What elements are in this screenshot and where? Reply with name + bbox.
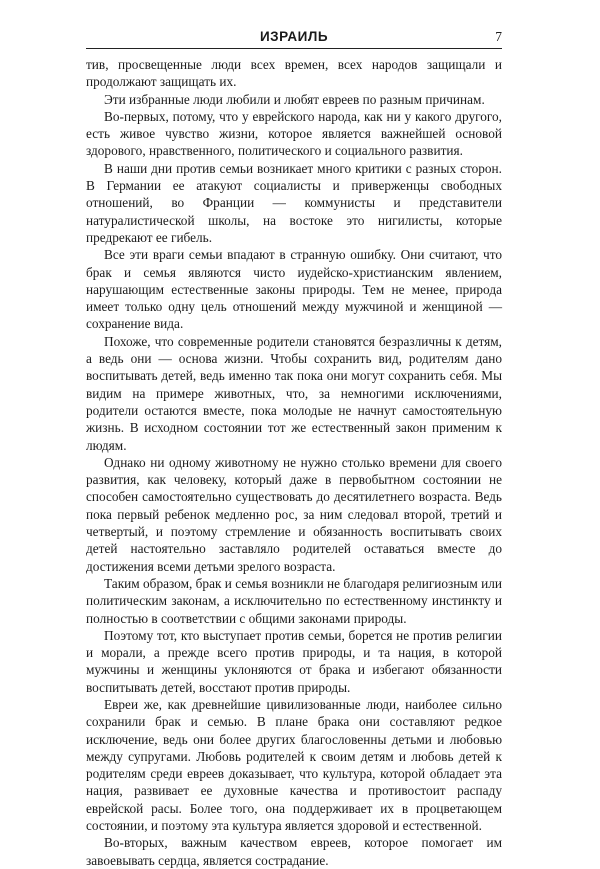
- paragraph: Во-вторых, важным качеством евреев, которое помогает им завоевывать сердца, является сострадание.: [86, 835, 502, 868]
- paragraph: Таким образом, брак и семья возникли не благодаря религиозным или политическим законам, а исключительно по естественному инстинкту и полностью в соответствии с общими законами природы.: [86, 575, 502, 626]
- body-text: [86, 56, 502, 869]
- paragraph: Евреи же, как древнейшие цивилизованные люди, наиболее сильно сохранили брак и семью. В плане брака они составляют редкое исключение, ведь они более других благословенны детьми и любовью между супругами. Любовь родителей к своим детям и любовь детей к родителям среди евреев доказывает, что культура, которой обладает эта нация, развивает ее духовные качества и противостоит распаду еврейской расы. Более того, она поддерживает их в процветающем состоянии, и поэтому эта культура является здоровой и естественной.: [86, 696, 502, 834]
- paragraph: Похоже, что современные родители становятся безразличны к детям, а ведь они — основа жизни. Чтобы сохранить вид, родителям дано воспитывать детей, ведь именно так пока они могут сохранить себя. Мы видим на примере животных, что, за немногими исключениями, родители остаются вместе, пока молодые не начнут самостоятельную жизнь. В исходном состоянии тот же естественный закон применим к людям.: [86, 333, 502, 453]
- header-rule: [86, 48, 502, 49]
- chapter-title: ИЗРАИЛЬ: [259, 29, 329, 44]
- paragraph: Поэтому тот, кто выступает против семьи, борется не против религии и морали, а прежде всего против природы, и та нация, в которой мужчины и женщины уклоняются от брака и избегают обязанности воспитывать детей, восстают против природы.: [86, 627, 502, 695]
- paragraph: Во-первых, потому, что у еврейского народа, как ни у какого другого, есть живое чувство жизни, которое является важнейшей основой здорового, нравственного, политического и социального развития.: [86, 108, 502, 159]
- paragraph: тив, просвещенные люди всех времен, всех народов защищали и продолжают защищать их.: [86, 57, 502, 90]
- page-number: 7: [495, 29, 502, 44]
- paragraph: В наши дни против семьи возникает много критики с разных сторон. В Германии ее атакуют социалисты и приверженцы свободных отношений, во Франции — коммунисты и представители натуралистической школы, на востоке это нигилисты, которые предрекают ее гибель.: [86, 160, 502, 245]
- paragraph: Все эти враги семьи впадают в странную ошибку. Они считают, что брак и семья являются чисто иудейско-христианским явлением, нарушающим естественные законы природы. Тем не менее, природа имеет только одну цель отношений между мужчиной и женщиной — сохранение вида.: [86, 247, 502, 332]
- paragraph: Эти избранные люди любили и любят евреев по разным причинам.: [104, 91, 485, 107]
- running-head: [86, 28, 502, 50]
- paragraph: Однако ни одному животному не нужно столько времени для своего развития, как человеку, который даже в первобытном состоянии не способен самостоятельно существовать до десятилетнего возраста. Ведь пока первый ребенок медленно рос, за ним следовал второй, третий и четвертый, и поэтому стремление и обязанность воспитывать своих детей настоятельно заставляло родителей оставаться вместе до достижения всеми детьми зрелого возраста.: [86, 454, 502, 574]
